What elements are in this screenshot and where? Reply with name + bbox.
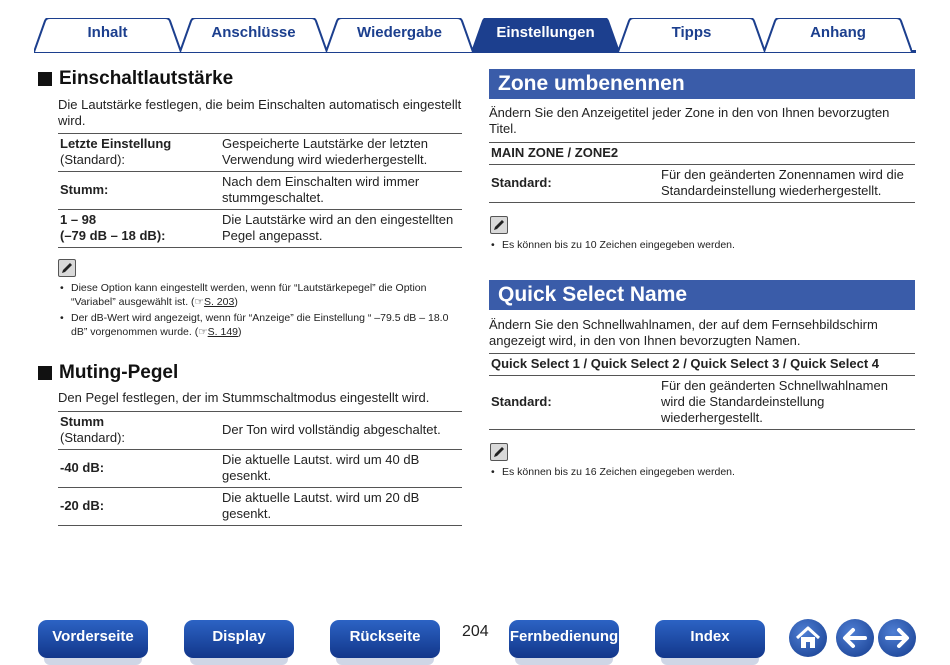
section-title: Muting-Pegel: [59, 362, 179, 383]
table-header-row: [489, 143, 915, 165]
home-button[interactable]: [789, 619, 827, 657]
option-key-text: Stumm: [60, 414, 105, 429]
option-key: Standard:: [489, 376, 659, 430]
option-key-sub: (Standard):: [60, 430, 126, 445]
note-text: Diese Option kann eingestellt werden, wenn für “Lautstärkepegel” die Option “Variabel” ausgewählt ist.: [71, 282, 427, 308]
table-row: [58, 134, 462, 172]
section-title: Einschaltlautstärke: [59, 68, 234, 89]
section-heading-einschaltlautstaerke: [38, 68, 233, 90]
option-key: -40 dB:: [58, 450, 220, 488]
page-reference-link[interactable]: S. 149: [207, 326, 239, 338]
arrow-left-icon: [836, 619, 874, 657]
tab-einstellungen[interactable]: [472, 18, 619, 52]
quick-notes: [491, 465, 911, 481]
section-description: Ändern Sie den Anzeigetitel jeder Zone in den von Ihnen bevorzugten Titel.: [489, 105, 890, 136]
pencil-note-icon: [58, 259, 76, 277]
zone-notes: [491, 238, 911, 254]
zone-table: [489, 142, 915, 203]
option-value: Nach dem Einschalten wird immer stummgeschaltet.: [220, 172, 462, 210]
section-description: Ändern Sie den Schnellwahlnamen, der auf dem Fernsehbildschirm angezeigt wird, in den von Ihnen bevorzugten Namen.: [489, 317, 878, 348]
option-key: [58, 412, 220, 450]
table-header: Quick Select 1 / Quick Select 2 / Quick Select 3 / Quick Select 4: [489, 354, 915, 376]
option-key-sub: (Standard):: [60, 152, 126, 167]
option-key-text: Letzte Einstellung: [60, 136, 172, 151]
next-page-button[interactable]: [878, 619, 916, 657]
note-text: Der dB-Wert wird angezeigt, wenn für “Anzeige” die Einstellung “ –79.5 dB – 18.0 dB” vorgenommen wurde.: [71, 312, 449, 338]
page-number: 204: [462, 623, 489, 640]
tab-label: Inhalt: [87, 24, 128, 41]
option-value: Die Lautstärke wird an den eingestellten Pegel angepasst.: [220, 210, 462, 248]
previous-page-button[interactable]: [836, 619, 874, 657]
muting-options-table: [58, 411, 462, 526]
section-description: Die Lautstärke festlegen, die beim Einschalten automatisch eingestellt wird.: [58, 97, 462, 128]
tab-bar: [0, 0, 950, 56]
tab-label: Einstellungen: [496, 24, 595, 41]
vorderseite-button[interactable]: Vorderseite: [38, 620, 148, 658]
tab-anhang[interactable]: [764, 18, 912, 52]
heading-square-icon: [38, 366, 52, 380]
option-key: Standard:: [489, 165, 659, 203]
quick-select-table: [489, 353, 915, 430]
note-item: • Es können bis zu 16 Zeichen eingegeben werden.: [491, 465, 911, 479]
table-row: [489, 376, 915, 430]
pencil-note-icon: [490, 443, 508, 461]
option-value: Für den geänderten Schnellwahlnamen wird die Standardeinstellung wiederhergestellt.: [659, 376, 915, 430]
einschalt-notes: [60, 281, 460, 341]
table-row: [58, 210, 462, 248]
display-button[interactable]: Display: [184, 620, 294, 658]
einschalt-options-table: [58, 133, 462, 248]
tab-label: Anhang: [810, 24, 866, 41]
page-reference-link[interactable]: S. 203: [203, 296, 235, 308]
tab-inhalt[interactable]: [34, 18, 181, 52]
note-item: • Der dB-Wert wird angezeigt, wenn für “Anzeige” die Einstellung “ –79.5 dB – 18.0 dB” vorgenommen wurde. (☞S. 149): [60, 311, 460, 339]
reference-icon: ☞: [194, 296, 204, 308]
pencil-note-icon: [490, 216, 508, 234]
option-value: Die aktuelle Lautst. wird um 20 dB gesenkt.: [220, 488, 462, 526]
option-key: [58, 210, 220, 248]
reference-icon: ☞: [198, 326, 208, 338]
section-description: Den Pegel festlegen, der im Stummschaltmodus eingestellt wird.: [58, 390, 430, 405]
tab-anschluesse[interactable]: [180, 18, 327, 52]
tab-label: Tipps: [671, 24, 712, 41]
table-row: [58, 172, 462, 210]
option-value: Gespeicherte Lautstärke der letzten Verwendung wird wiederhergestellt.: [220, 134, 462, 172]
table-row: [58, 488, 462, 526]
table-row: [58, 450, 462, 488]
tab-tipps[interactable]: [618, 18, 765, 52]
home-icon: [789, 619, 827, 657]
option-value: Die aktuelle Lautst. wird um 40 dB gesenkt.: [220, 450, 462, 488]
section-heading-zone-umbenennen: Zone umbenennen: [489, 69, 915, 99]
note-item: • Es können bis zu 10 Zeichen eingegeben werden.: [491, 238, 911, 252]
option-value: Der Ton wird vollständig abgeschaltet.: [220, 412, 462, 450]
option-key: Stumm:: [58, 172, 220, 210]
note-item: • Diese Option kann eingestellt werden, wenn für “Lautstärkepegel” die Option “Variabel” ausgewählt ist. (☞S. 203): [60, 281, 460, 309]
table-header-row: [489, 354, 915, 376]
option-key-text-2: (–79 dB – 18 dB):: [60, 228, 166, 243]
table-row: [489, 165, 915, 203]
table-row: [58, 412, 462, 450]
option-value: Für den geänderten Zonennamen wird die Standardeinstellung wiederhergestellt.: [659, 165, 915, 203]
fernbedienung-button[interactable]: Fernbedienung: [509, 620, 619, 658]
section-heading-muting-pegel: [38, 362, 178, 384]
heading-square-icon: [38, 72, 52, 86]
tab-label: Anschlüsse: [211, 24, 296, 41]
option-key: [58, 134, 220, 172]
index-button[interactable]: Index: [655, 620, 765, 658]
arrow-right-icon: [878, 619, 916, 657]
option-key: -20 dB:: [58, 488, 220, 526]
tab-label: Wiedergabe: [357, 24, 442, 41]
table-header: MAIN ZONE / ZONE2: [489, 143, 915, 165]
option-key-text: 1 – 98: [60, 212, 97, 227]
rueckseite-button[interactable]: Rückseite: [330, 620, 440, 658]
section-heading-quick-select-name: Quick Select Name: [489, 280, 915, 310]
tab-wiedergabe[interactable]: [326, 18, 473, 52]
